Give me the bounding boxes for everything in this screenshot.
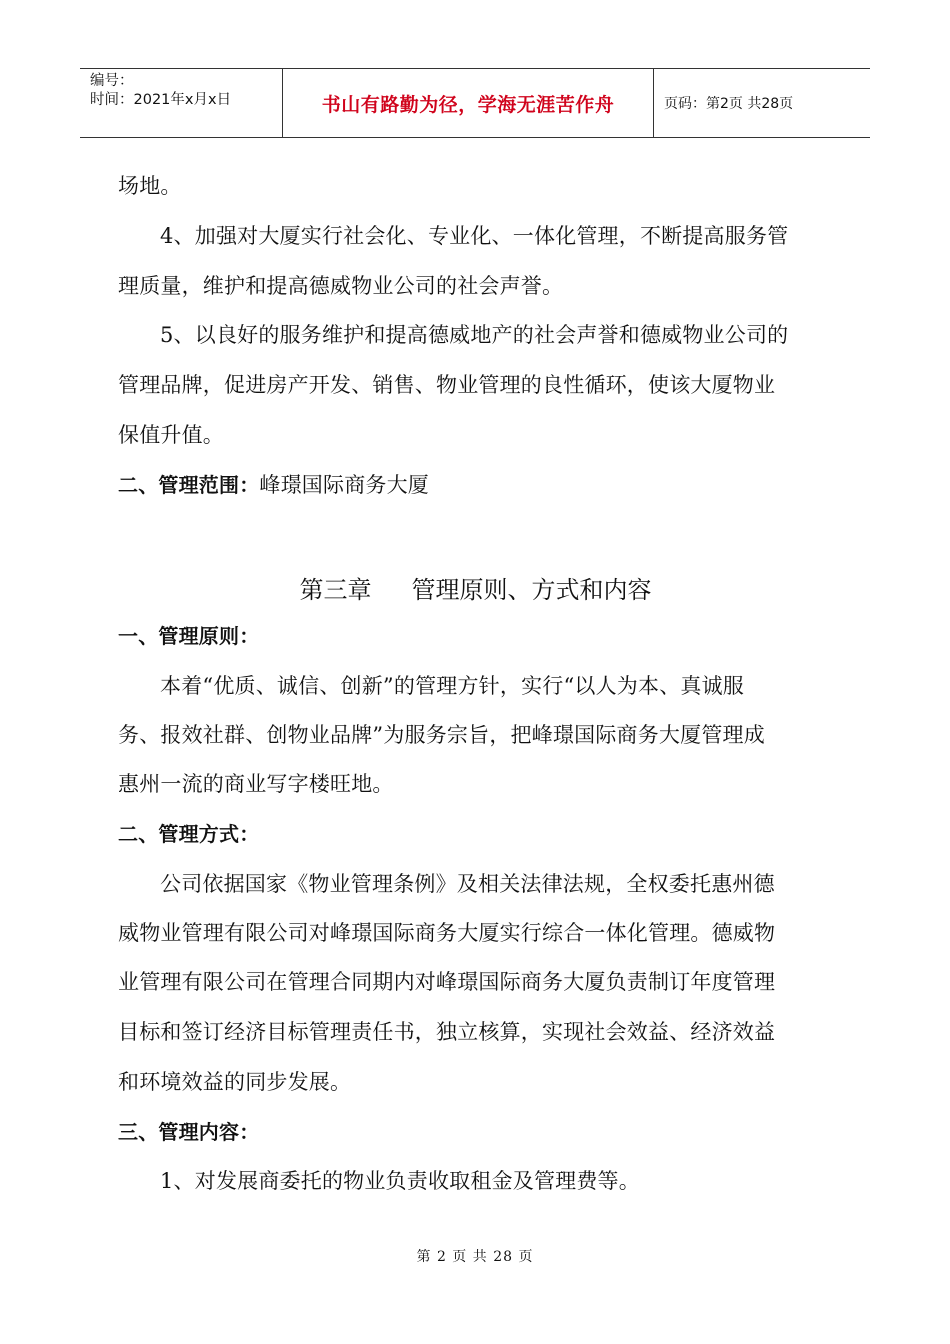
paragraph-line: 和环境效益的同步发展。: [118, 1070, 352, 1094]
paragraph-line: 理质量，维护和提高德威物业公司的社会声誉。: [118, 274, 564, 298]
chapter-title: [118, 570, 833, 605]
paragraph-line: 1、对发展商委托的物业负责收取租金及管理费等。: [160, 1169, 640, 1193]
header-meta: [80, 69, 282, 137]
paragraph-line: 目标和签订经济目标管理责任书，独立核算，实现社会效益、经济效益: [118, 1020, 776, 1044]
motto-text: 书山有路勤为径，学海无涯苦作舟: [321, 93, 615, 116]
paragraph-line: 管理品牌，促进房产开发、销售、物业管理的良性循环，使该大厦物业: [118, 373, 776, 397]
time-label: 时间：2021年x月x日: [90, 92, 232, 108]
page-info: 页码：第2页 共28页: [664, 96, 794, 112]
scope-heading: [118, 472, 833, 498]
section-heading-principle: 一、管理原则：: [118, 624, 260, 648]
page-header: [80, 68, 870, 138]
paragraph-line: 业管理有限公司在管理合同期内对峰璟国际商务大厦负责制订年度管理: [118, 970, 776, 994]
chapter-number: 第三章: [299, 576, 372, 604]
number-label: 编号：: [90, 73, 134, 89]
paragraph-line: 惠州一流的商业写字楼旺地。: [118, 772, 394, 796]
paragraph-line: 威物业管理有限公司对峰璟国际商务大厦实行综合一体化管理。德威物: [118, 921, 776, 945]
paragraph-line: 5、以良好的服务维护和提高德威地产的社会声誉和德威物业公司的: [160, 323, 789, 347]
scope-value: 峰璟国际商务大厦: [259, 473, 430, 497]
paragraph-line: 4、加强对大厦实行社会化、专业化、一体化管理，不断提高服务管: [160, 224, 789, 248]
header-page-info-cell: [654, 69, 870, 137]
paragraph-line: 务、报效社群、创物业品牌”为服务宗旨，把峰璟国际商务大厦管理成: [118, 723, 765, 747]
section-heading-content: 三、管理内容：: [118, 1120, 260, 1144]
paragraph-line: 本着“优质、诚信、创新”的管理方针，实行“以人为本、真诚服: [160, 674, 745, 698]
chapter-name: 管理原则、方式和内容: [411, 576, 652, 604]
header-motto-cell: [282, 69, 654, 137]
paragraph-line: 公司依据国家《物业管理条例》及相关法律法规，全权委托惠州德: [160, 872, 775, 896]
scope-label: 二、管理范围：: [118, 473, 260, 497]
section-heading-method: 二、管理方式：: [118, 822, 260, 846]
paragraph-line: 场地。: [118, 174, 182, 198]
page-footer: 第 2 页 共 28 页: [416, 1249, 534, 1265]
paragraph-line: 保值升值。: [118, 423, 224, 447]
